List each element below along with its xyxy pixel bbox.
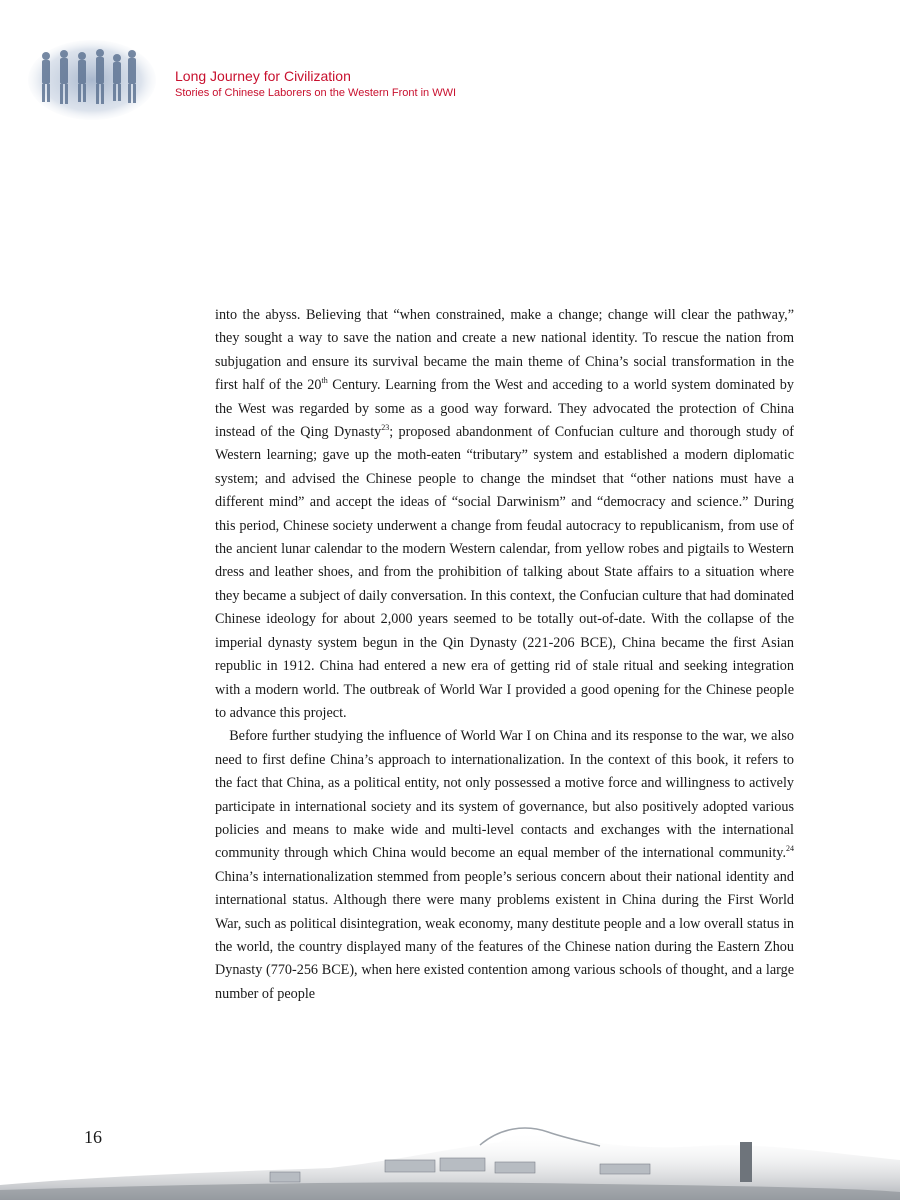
paragraph-2: Before further studying the influence of World War I on China and its response to the war, we also need to first define China’s approach to internationalization. In the context of this book, it refers to the fact that China, as a political entity, not only possessed a motive force and willingness to actively participate in international society and its system of governance, but also positively adopted various policies and means to make wide and multi-level contacts and exchanges with the international community through which China would become an equal member of the international community.$^{24}$ China’s internationalization stemmed from people’s serious concern about their national identity and international status. Although there were many problems existent in China during the First World War, such as political disintegration, weak economy, many destitute people and a low overall status in the world, the country displayed many of the features of the Chinese nation during the Eastern Zhou Dynasty (770-256 BCE), when here existed contention among various schools of thought, and a large number of people bbox=[215, 728, 794, 1002]
book-title: Long Journey for Civilization bbox=[175, 68, 351, 84]
header-laborers-photo bbox=[28, 40, 156, 120]
book-subtitle: Stories of Chinese Laborers on the Western Front in WWI bbox=[175, 87, 457, 99]
footnote-ref-23: 23 bbox=[381, 423, 390, 433]
footnote-ref-24: 24 bbox=[786, 844, 794, 854]
page-number: 16 bbox=[84, 1127, 102, 1147]
superscript-th: th bbox=[321, 376, 328, 386]
paragraph-1: into the abyss. Believing that “when constrained, make a change; change will clear the pathway,” they sought a way to save the nation and create a new national identity. To rescue the nation from subjugation and ensure its survival became the main theme of China’s social transformation in the first half of the 20th Century. Learning from the West and acceding to a world system dominated by the West was regarded by some as a good way forward. They advocated the protection of China instead of the Qing Dynasty$^{23}$; proposed abandonment of Confucian culture and thorough study of Western learning; gave up the moth-eaten “tributary” system and established a modern diplomatic system; and advised the Chinese people to change the mindset that “other nations must have a different mind” and accept the ideas of “social Darwinism” and “democracy and science.” During this period, Chinese society underwent a change from feudal autocracy to republicanism, from use of the ancient lunar calendar to the modern Western calendar, from yellow robes and pigtails to Western dress and leather shoes, and from the prohibition of talking about State affairs to a situation where they became a subject of daily conversation. In this context, the Confucian culture that had dominated Chinese ideology for about 2,000 years seemed to be totally out-of-date. With the collapse of the imperial dynasty system begun in the Qin Dynasty (221-206 BCE), China became the first Asian republic in 1912. China had entered a new era of getting rid of stale ritual and seeking integration with a modern world. The outbreak of World War I provided a good opening for the Chinese people to advance this project. bbox=[215, 307, 795, 721]
footer-landscape-photo bbox=[0, 1080, 900, 1200]
body-text bbox=[215, 304, 794, 1006]
